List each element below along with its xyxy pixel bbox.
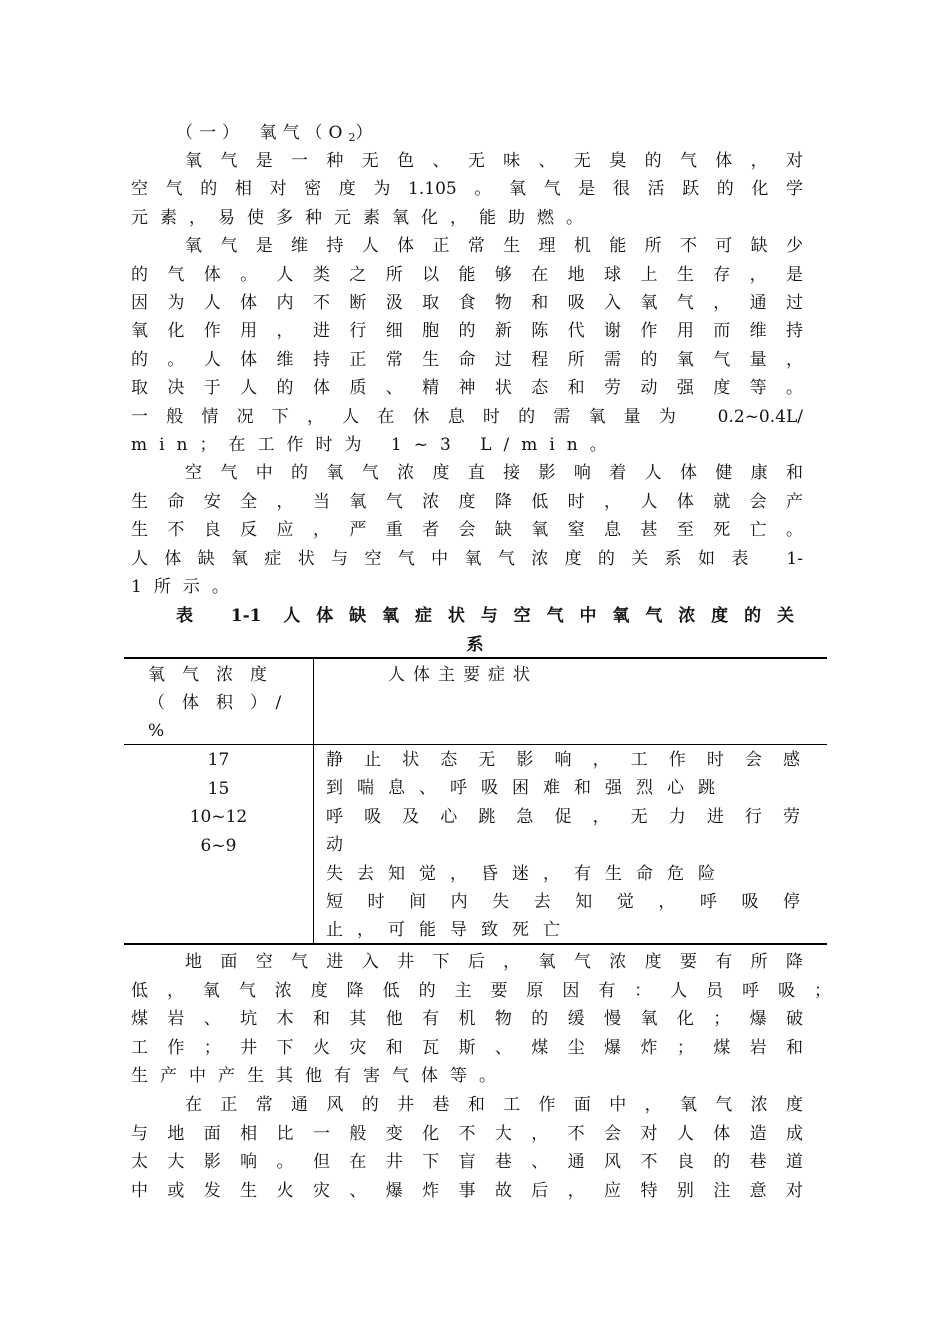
concentration-value: 17 — [207, 750, 230, 770]
header-concentration-line: % — [148, 721, 165, 741]
concentration-value: 10~12 — [189, 807, 248, 827]
text-line: 的气体。人类之所以能够在地球上生存，是 — [131, 264, 803, 285]
concentration-value: 15 — [207, 778, 230, 799]
symptom-line: 失去知觉，昏迷，有生命危险 — [326, 863, 729, 884]
text-line: min；在工作时为 1~3 L/min。 — [131, 435, 619, 455]
text-line: 取决于人的体质、精神状态和劳动强度等。 — [131, 378, 803, 399]
text-line: 一般情况下，人在休息时的需氧量为 0.2~0.4L/ — [131, 406, 803, 427]
text-line: 太大影响。但在井下盲巷、通风不良的巷道 — [131, 1152, 803, 1173]
symptom-line: 止，可能导致死亡 — [326, 920, 574, 941]
section-heading-suffix: ） — [355, 123, 379, 143]
oxygen-subscript: 2 — [348, 131, 356, 144]
table-caption-line-1: 表 1-1 人体缺氧症状与空气中氧气浓度的关 — [176, 606, 794, 626]
header-concentration-line: （ 体 积 ） / — [148, 693, 282, 713]
text-line: 氧化作用，进行细胞的新陈代谢作用而维持 — [131, 321, 803, 342]
text-line: 生不良反应，严重者会缺氧窒息甚至死亡。 — [131, 520, 803, 541]
text-line: 地面空气进入井下后，氧气浓度要有所降 — [185, 952, 803, 972]
text-line: 空气的相对密度为1.105。氧气是很活跃的化学 — [131, 179, 803, 200]
text-line: 元素，易使多种元素氧化，能助燃。 — [131, 207, 595, 228]
table-header-rule — [124, 744, 827, 745]
table-column-divider — [313, 659, 314, 944]
text-line: 氧气是一种无色、无味、无臭的气体，对 — [185, 151, 803, 171]
table-caption-line-2: 系 — [466, 635, 484, 655]
table-header-symptoms: 人体主要症状 — [388, 665, 538, 685]
text-line: 的。人体维持正常生命过程所需的氧气量， — [131, 349, 803, 370]
symptom-line: 呼吸及心跳急促，无力进行劳 — [326, 806, 800, 827]
header-concentration-line: 氧 气 浓 度 — [148, 665, 267, 685]
text-line: 人体缺氧症状与空气中氧气浓度的关系如表 1- — [131, 548, 803, 569]
text-line: 因为人体内不断汲取食物和吸入氧气，通过 — [131, 293, 803, 313]
text-line: 氧气是维持人体正常生理机能所不可缺少 — [185, 236, 803, 257]
text-line: 1所示。 — [131, 577, 241, 597]
symptom-line: 短时间内失去知觉，呼吸停 — [326, 892, 800, 912]
text-line: 煤岩、坑木和其他有机物的缓慢氧化；爆破 — [131, 1009, 803, 1030]
text-line: 在正常通风的井巷和工作面中，氧气浓度 — [185, 1095, 803, 1115]
text-line: 生产中产生其他有害气体等。 — [131, 1066, 508, 1087]
text-line: 生命安全，当氧气浓度降低时，人体就会产 — [131, 491, 803, 512]
symptom-line: 静止状态无影响，工作时会感 — [326, 750, 800, 770]
symptom-line: 到喘息、呼吸困难和强烈心跳 — [326, 778, 729, 799]
text-line: 中或发生火灾、爆炸事故后，应特别注意对 — [131, 1180, 803, 1201]
concentration-value: 6~9 — [200, 835, 237, 856]
section-heading-prefix: （一） 氧气（O — [176, 123, 349, 143]
text-line: 空气中的氧气浓度直接影响着人体健康和 — [185, 463, 803, 484]
table-top-rule — [124, 657, 827, 659]
text-line: 工作；井下火灾和瓦斯、煤尘爆炸；煤岩和 — [131, 1037, 803, 1058]
text-line: 低，氧气浓度降低的主要原因有：人员呼吸； — [131, 980, 831, 1001]
text-line: 与地面相比一般变化不大，不会对人体造成 — [131, 1123, 803, 1144]
symptom-line: 动 — [326, 835, 357, 856]
